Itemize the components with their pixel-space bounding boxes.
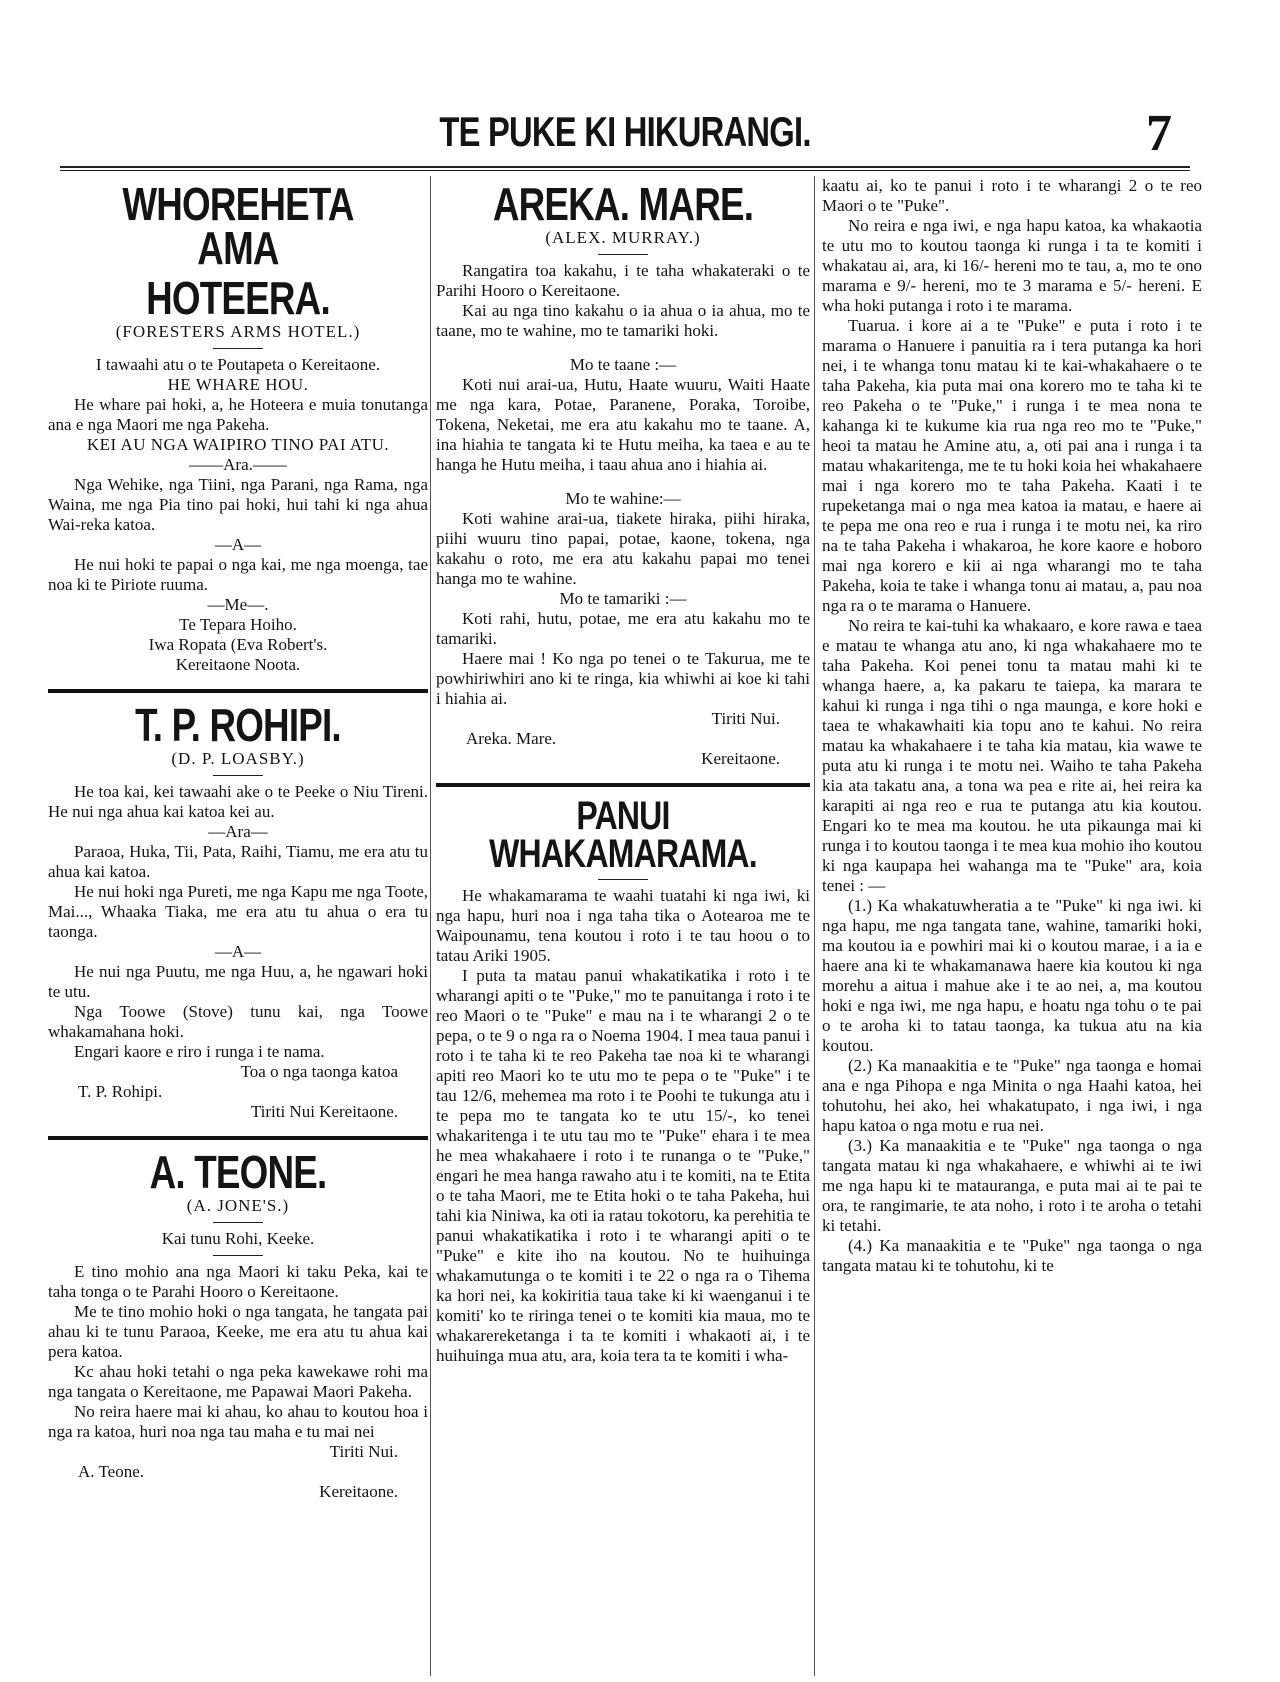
paragraph: (1.) Ka whakatuwheratia a te "Puke" ki nga iwi. ki nga hapu, me nga tangata tane, wahine, tamariki hoki, ma koutou ia e powhiri mai ki o koutou marae, i a ia e haere ana ki te whakamanawa haere kia koutou ki nga morehu a aitua i mahue ake i te ao nei, a, ma koutou hoki e nga iwi, me nga hapu, e hoatu nga tohu o te pai o te aroha ki to tatau taonga, ka tukua atu na kia koutou.: [822, 896, 1202, 1055]
divider: [213, 1222, 263, 1223]
paragraph: He nui hoki te papai o nga kai, me nga moenga, tae noa ki te Piriote ruuma.: [48, 555, 428, 594]
section-label: Mo te wahine:—: [565, 489, 681, 508]
paragraph: No reira e nga iwi, e nga hapu katoa, ka whakaotia te utu mo to koutou taonga ki runga i ta te komiti i whakatau ai, ara, ki 16/- hereni mo te tau, a, mo te ono marama e 9/- hereni, mo te 3 marama e 5/- hereni. E wha hoki putanga i roto i te marama.: [822, 216, 1202, 315]
paragraph: (3.) Ka manaakitia e te "Puke" nga taonga o nga tangata matau ki nga whakahaere, e whiwhi ai te iwi me nga hapu ki te matauranga, e puta mai ai te pai te ora, te rangimarie, te ata noho, i roto i te aroha o tetahi ki tetahi.: [822, 1136, 1202, 1235]
paragraph: Paraoa, Huka, Tii, Pata, Raihi, Tiamu, me era atu tu ahua kai katoa.: [48, 842, 428, 881]
section-rule: [436, 783, 810, 787]
advert-heading: AREKA. MARE.: [492, 178, 754, 230]
paragraph: No reira haere mai ki ahau, ko ahau to koutou hoa i nga ra katoa, huri noa nga tau maha e tu mai nei: [48, 1402, 428, 1441]
signature: Te Tepara Hoiho.: [179, 615, 297, 634]
advert-rohipi: [48, 699, 428, 1122]
section-label: Mo te taane :—: [569, 355, 677, 374]
paragraph: He whakamarama te waahi tuatahi ki nga iwi, ki nga hapu, huri noa i nga taha tika o Aotearoa me te Waipounamu, tena koutou i roto i te tau hoou o to tatau Ariki 1905.: [436, 886, 810, 965]
paragraph: (4.) Ka manaakitia e te "Puke" nga taonga o nga tangata matau ki te tohutohu, ki te: [822, 1236, 1202, 1275]
paragraph: Nga Toowe (Stove) tunu kai, nga Toowe whakamahana hoki.: [48, 1002, 428, 1041]
divider: [598, 879, 648, 880]
column-3: [822, 176, 1202, 1276]
spacer: [436, 341, 810, 355]
advert-subtitle: (FORESTERS ARMS HOTEL.): [115, 322, 361, 341]
signature: Tiriti Nui Kereitaone.: [250, 1102, 398, 1121]
paragraph: I puta ta matau panui whakatikatika i roto i te wharangi apiti o te "Puke," mo te panuitanga i roto i te reo Maori o te "Puke" e mau na i te wharangi 2 o te pepa, o te 9 o nga ra o Noema 1904. I mea taua panui i roto i te taha ki te reo Pakeha tae noa ki te wharangi apiti reo Maori ko te utu mo te pepa o te "Puke" i te tau 12/6, mehemea ma roto i te Poohi te tukunga atu i te pepa mo te tangata ko te utu 15/-, ko tenei whakaritenga i te utu tau mo te "Puke" ehara i te mea he mea whakahaere i roto i te runanga o te "Puke," engari he mea hanga rawaho atu i te komiti, na te Etita o te taha Maori, me te Etita hoki o te taha Pakeha, hui tahi kia Niniwa, ka oti ia ratau tokotoru, ka perehitia te panui whakatikatika i roto i te wharangi apiti o te "Puke" e kite iho na koutou. No te huihuinga whakamutunga o te komiti i te 22 o nga ra o Tihema ka hori nei, ka kokiritia taua take ki ki waenganui i te komiti' ko te riringa tenei o te komiti kia maua, mo te whakarereketanga i ta te komiti i whakaoti ai, i te huihuinga mua atu, ara, koia tera ta te komiti i wha-: [436, 966, 810, 1365]
paragraph: kaatu ai, ko te panui i roto i te wharangi 2 o te reo Maori o te "Puke".: [822, 176, 1202, 215]
divider: [213, 775, 263, 776]
signature: Kereitaone Noota.: [175, 655, 301, 674]
paragraph: KEI AU NGA WAIPIRO TINO PAI ATU.: [86, 435, 390, 454]
article-heading: PANUI WHAKAMARAMA.: [489, 794, 757, 876]
paragraph: Kc ahau hoki tetahi o nga peka kawekawe rohi ma nga tangata o Kereitaone, me Papawai Maori Pakeha.: [48, 1362, 428, 1401]
page-number: 7: [1146, 105, 1172, 162]
separator: —Ara—: [208, 822, 268, 841]
signature: T. P. Rohipi.: [78, 1082, 163, 1101]
paragraph: No reira te kai-tuhi ka whakaaro, e kore rawa e taea e matau te whanga atu ano, ki nga whakahaere mo te taha Pakeha. Koi penei tonu ta matau mahi ki te whanga haere, a, ka pakaru te taiepa, ka marara te kahui ki runga i nga tihi o nga maunga, e kore hoki e taea te whakawhaiti kia topu ano te kahui. No reira matau ka whakahaere i te taha kia matau, kia wawe te puta atu ki runga i te motu nei. Waiho te taha Pakeha kia ata takatu ana, a tona wa pea e rite ai, hei reira ka karapiti ai nga reo e rua te putanga atu kia koutou. Engari ko te mea ma koutou. he uta pikaunga mai ki runga i to koutou taonga i te mea kua mohio iho koutou ki nga kaupapa hei wahanga ma te "Puke" ara, koia tenei : —: [822, 616, 1202, 895]
section-rule: [48, 1136, 428, 1140]
divider: [213, 1255, 263, 1256]
masthead: [60, 102, 1190, 164]
signature: Kereitaone.: [701, 749, 780, 768]
signature: A. Teone.: [78, 1462, 145, 1481]
advert-heading: WHOREHETA AMA: [122, 178, 354, 274]
divider: [213, 348, 263, 349]
paragraph: Haere mai ! Ko nga po tenei o te Takurua, me te powhiriwhiri ano ki te ringa, kia whiwhi ai koe ki tahi i hiahia ai.: [436, 649, 810, 708]
paragraph: (2.) Ka manaakitia e te "Puke" nga taonga e homai ana e nga Pihopa e nga Minita o nga Haahi katoa, hei tohutohu, hei ako, hei whakatupato, i nga iwi, i nga hapu katoa o nga motu e rua nei.: [822, 1056, 1202, 1135]
paragraph: He whare pai hoki, a, he Hoteera e muia tonutanga ana e nga Maori me nga Pakeha.: [48, 395, 428, 434]
tagline: Kai tunu Rohi, Keeke.: [161, 1229, 315, 1248]
advert-subtitle: (ALEX. MURRAY.): [545, 228, 701, 247]
newspaper-title: TE PUKE KI HIKURANGI.: [439, 108, 811, 155]
paragraph: Kai au nga tino kakahu o ia ahua o ia ahua, mo te taane, mo te wahine, mo te tamariki hoki.: [436, 301, 810, 340]
masthead-rule: [60, 166, 1190, 171]
paragraph: Rangatira toa kakahu, i te taha whakateraki o te Parihi Hooro o Kereitaone.: [436, 261, 810, 300]
column-2: [436, 176, 810, 1366]
paragraph: Engari kaore e riro i runga i te nama.: [74, 1042, 325, 1061]
advert-heading: HOTEERA.: [146, 272, 330, 324]
paragraph: Koti nui arai-ua, Hutu, Haate wuuru, Waiti Haate me nga kara, Potae, Paranene, Poraka, Toroibe, Tokena, Neketai, me era atu kakahu mo te taane. A, ina hiahia te tangata ki te Hutu meiha, ka taea e au te hanga he Hutu meiha, i taau ahua ano i hiahia ai.: [436, 375, 810, 474]
advert-whoreheta-hotel: [48, 178, 428, 675]
signature: Tiriti Nui.: [329, 1442, 398, 1461]
advert-heading: T. P. ROHIPI.: [135, 699, 341, 751]
paragraph: E tino mohio ana nga Maori ki taku Peka, kai te taha tonga o te Parahi Hooro o Kereitaone.: [48, 1262, 428, 1301]
paragraph: I tawaahi atu o te Poutapeta o Kereitaone.: [95, 355, 381, 374]
paragraph: He nui nga Puutu, me nga Huu, a, he ngawari hoki te utu.: [48, 962, 428, 1001]
paragraph: HE WHARE HOU.: [167, 375, 309, 394]
separator: —A—: [214, 942, 262, 961]
separator: ——Ara.——: [189, 455, 287, 474]
paragraph: He toa kai, kei tawaahi ake o te Peeke o Niu Tireni. He nui nga ahua kai katoa kei au.: [48, 782, 428, 821]
advert-subtitle: (D. P. LOASBY.): [171, 749, 305, 768]
paragraph: Koti rahi, hutu, potae, me era atu kakahu mo te tamariki.: [436, 609, 810, 648]
signature: Tiriti Nui.: [711, 709, 780, 728]
signature: Iwa Ropata (Eva Robert's.: [148, 635, 328, 654]
column-divider: [814, 176, 815, 1676]
paragraph: Koti wahine arai-ua, tiakete hiraka, piihi hiraka, piihi wuuru tino papai, potae, kaone, tokena, nga kakahu o roto, me era atu kakahu papai mo tenei hanga mo te wahine.: [436, 509, 810, 588]
divider: [598, 254, 648, 255]
paragraph: Nga Wehike, nga Tiini, nga Parani, nga Rama, nga Waina, me nga Pia tino pai hoki, hui tahi ki nga ahua Wai-reka katoa.: [48, 475, 428, 534]
spacer: [436, 475, 810, 489]
paragraph: He nui hoki nga Pureti, me nga Kapu me nga Toote, Mai..., Whaaka Tiaka, me era atu tu ahua o era tu taonga.: [48, 882, 428, 941]
advert-areka-mare: [436, 178, 810, 769]
article-panui-whakamarama: [436, 794, 810, 1366]
signature: Areka. Mare.: [466, 729, 557, 748]
section-rule: [48, 689, 428, 693]
advert-teone: [48, 1146, 428, 1502]
paragraph: Tuarua. i kore ai a te "Puke" e puta i roto i te marama o Hanuere i panuitia ra i tera putanga ka hori nei, i te whanga tonu matau ki te kai-whakahaere o te taha Pakeha, kia puta mai ona korero mo te taha ki te reo Pakeha o te "Puke," i runga i te mea nona te kahanga ki te kukume kia rua nga reo mo te "Puke," heoi ta matau he Amine atu, a, oti pai ana i runga i ta matau whakaritenga, me te tu hoki koia hei whakahaere mai i nga korero mo te taha Pakeha. Kaati i te rupeketanga mai o nga mea katoa ia matau, e haere ai te pepa me ona reo e rua i runga i te motu nei, ka riro na te taha Pakeha i whakaroa, he kore kaore e hoboro mai nga korero e kii ai nga wharangi mo te taha Pakeha, koia te take i whanga tonu ai matau, a, pau noa nga ra o te marama o Hanuere.: [822, 316, 1202, 615]
column-1: [48, 176, 428, 1502]
signature: Kereitaone.: [319, 1482, 398, 1501]
column-divider: [430, 176, 431, 1676]
advert-subtitle: (A. JONE'S.): [186, 1196, 290, 1215]
advert-heading: A. TEONE.: [149, 1146, 327, 1198]
paragraph: Me te tino mohio hoki o nga tangata, he tangata pai ahau ki te tunu Paraoa, Keeke, me era atu tu ahua kai pera katoa.: [48, 1302, 428, 1361]
separator: —A—: [214, 535, 262, 554]
signature: Toa o nga taonga katoa: [240, 1062, 398, 1081]
section-label: Mo te tamariki :—: [559, 589, 687, 608]
separator: —Me—.: [207, 595, 269, 614]
